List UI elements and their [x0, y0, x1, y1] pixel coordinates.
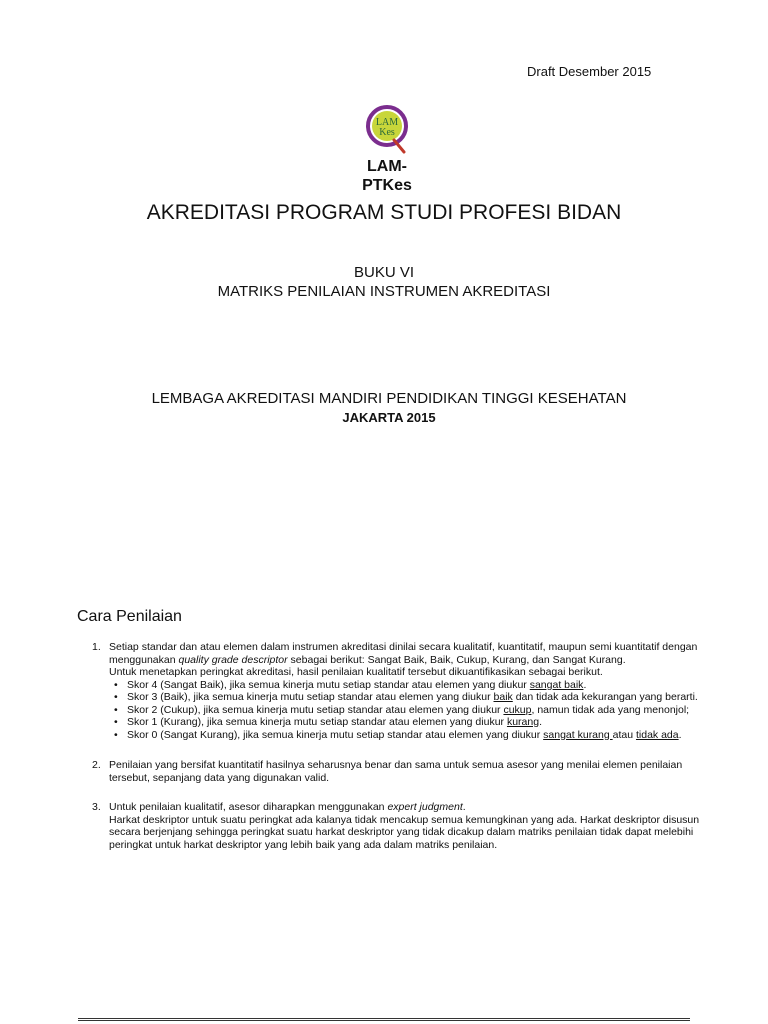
list-item [92, 759, 704, 784]
item-paragraph [109, 641, 704, 666]
item-paragraph: Penilaian yang bersifat kuantitatif hasilnya seharusnya benar dan sama untuk semua asesor yang menilai elemen penilaian tersebut, sepanjang data yang digunakan valid. [109, 759, 683, 784]
bullet-text: dan tidak ada kekurangan yang berarti. [512, 691, 698, 703]
item-text: sebagai berikut: Sangat Baik, Baik, Cukup, Kurang, dan Sangat Kurang. [287, 653, 626, 666]
item-italic-term: quality grade descriptor [178, 653, 288, 666]
bullet-underlined: tidak ada [635, 728, 679, 741]
item-paragraph [109, 801, 704, 814]
item-number: 3. [92, 801, 101, 813]
bullet-text: . [539, 716, 542, 728]
bullet-underlined: cukup [503, 703, 532, 716]
bullet-underlined: baik [493, 691, 513, 703]
score-bullet [109, 691, 704, 704]
item-italic-term: expert judgment [387, 801, 463, 813]
bullet-text: . [583, 678, 587, 691]
book-number: BUKU VI [353, 264, 414, 281]
item-paragraph: Harkat deskriptor untuk suatu peringkat ada kalanya tidak mencakup semua kemungkinan yang ada. Harkat deskriptor disusun secara berjenjang sehingga peringkat suatu harkat deskriptor yang tidak dicakup dalam matriks penilaian tidak dapat melebihi peringkat untuk harkat deskriptor yang lebih baik yang ada dalam matriks penilaian. [109, 813, 700, 851]
bullet-text: Skor 0 (Sangat Kurang), jika semua kinerja mutu setiap standar atau elemen yang diukur [127, 728, 544, 741]
bullet-underlined: kurang [506, 716, 540, 728]
bullet-text: , namun tidak ada yang menonjol; [531, 703, 690, 716]
org-short-name-line2: PTKes [362, 177, 412, 194]
document-title: AKREDITASI PROGRAM STUDI PROFESI BIDAN [146, 201, 622, 224]
score-bullet [109, 679, 704, 692]
book-subtitle: MATRIKS PENILAIAN INSTRUMEN AKREDITASI [217, 283, 551, 300]
city-year: JAKARTA 2015 [342, 410, 436, 425]
bullet-text: Skor 1 (Kurang), jika semua kinerja mutu setiap standar atau elemen yang diukur [127, 716, 507, 728]
item-text: Setiap standar dan atau elemen dalam instrumen akreditasi dinilai secara kualitatif, kuantitatif, maupun semi kuantitatif dengan menggunakan [109, 641, 698, 666]
list-item [92, 641, 704, 741]
bullet-underlined: sangat kurang [543, 728, 613, 741]
score-bullet [109, 716, 704, 729]
bullet-text: Skor 3 (Baik), jika semua kinerja mutu setiap standar atau elemen yang diukur [127, 691, 494, 703]
list-item [92, 801, 704, 851]
score-bullet [109, 729, 704, 742]
logo-emblem-icon [364, 104, 414, 154]
section-heading: Cara Penilaian [77, 608, 182, 625]
logo-text-line2: Kes [379, 127, 395, 138]
lam-ptkes-logo [364, 104, 414, 154]
bullet-text: . [678, 728, 682, 741]
score-bullet-list [109, 679, 704, 742]
institution-name: LEMBAGA AKREDITASI MANDIRI PENDIDIKAN TINGGI KESEHATAN [151, 390, 627, 407]
bullet-text: Skor 4 (Sangat Baik), jika semua kinerja mutu setiap standar atau elemen yang diukur [127, 678, 530, 691]
draft-label: Draft Desember 2015 [527, 64, 652, 79]
item-number: 2. [92, 759, 101, 771]
bullet-underlined: sangat baik [529, 678, 584, 691]
logo-text-line1: LAM [375, 117, 399, 128]
assessment-method-list [92, 641, 704, 851]
item-number: 1. [92, 641, 101, 653]
bullet-text: atau [612, 728, 636, 741]
item-text: . [462, 801, 466, 813]
item-paragraph: Untuk menetapkan peringkat akreditasi, hasil penilaian kualitatif tersebut dikuantifikasikan sebagai berikut. [109, 666, 603, 678]
bullet-text: Skor 2 (Cukup), jika semua kinerja mutu setiap standar atau elemen yang diukur [127, 703, 504, 716]
footer-divider [78, 1018, 690, 1021]
item-text: Untuk penilaian kualitatif, asesor diharapkan menggunakan [109, 801, 388, 813]
org-short-name-line1: LAM- [367, 158, 407, 175]
score-bullet [109, 704, 704, 717]
